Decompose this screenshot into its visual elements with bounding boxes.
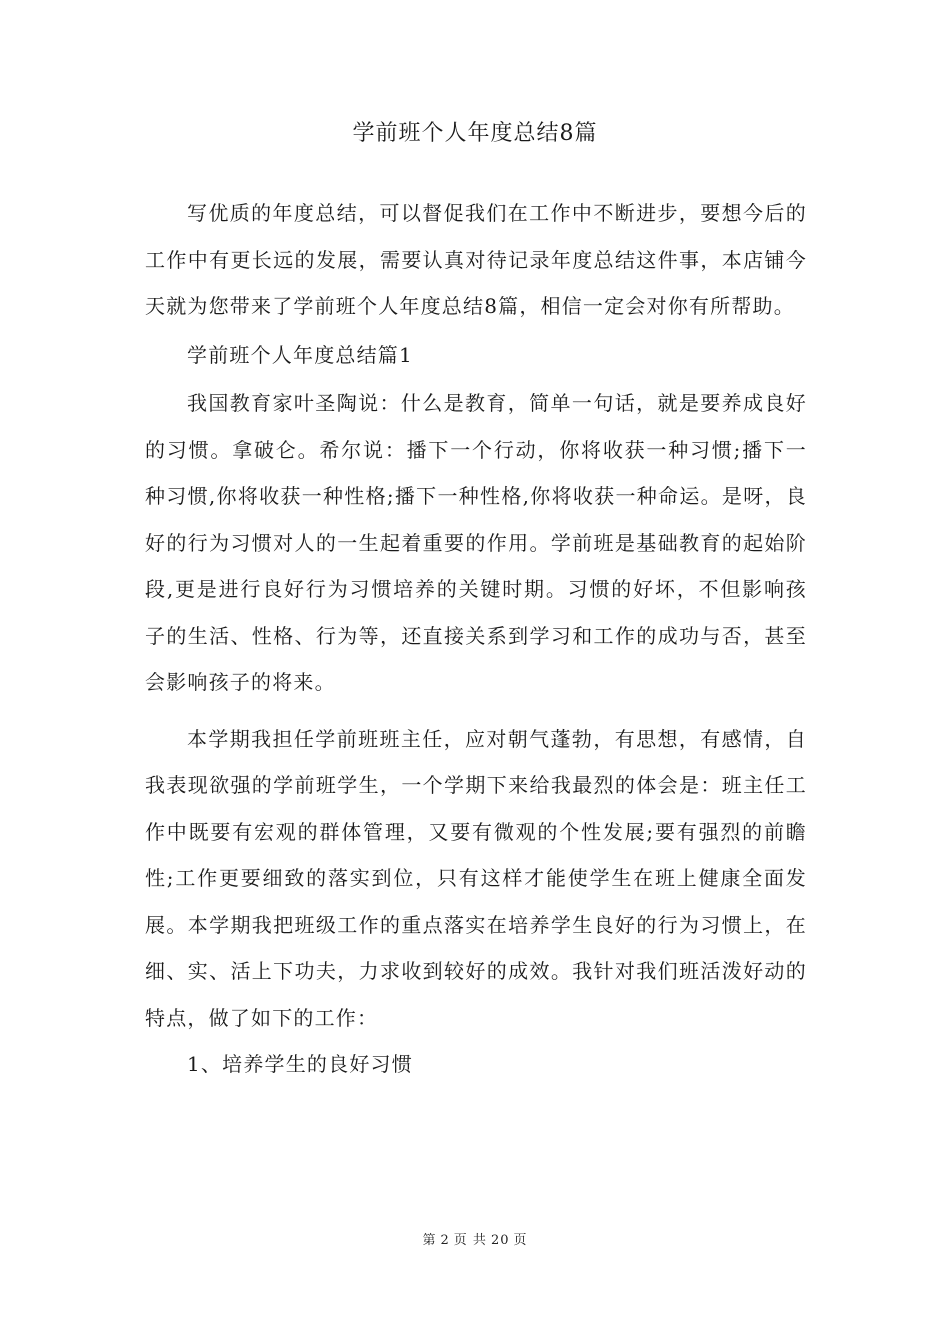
footer-suffix: 页 bbox=[513, 1233, 528, 1248]
current-page-number: 2 bbox=[440, 1233, 450, 1248]
document-body bbox=[145, 190, 807, 1088]
list-item-heading: 1、培养学生的良好习惯 bbox=[187, 1052, 413, 1076]
body-paragraph: 我国教育家叶圣陶说：什么是教育，简单一句话，就是要养成良好的习惯。拿破仑。希尔说：播下一个行动，你将收获一种习惯;播下一种习惯,你将收获一种性格;播下一种性格,你将收获一种命运。是呀，良好的行为习惯对人的一生起着重要的作用。学前班是基础教育的起始阶段,更是进行良好行为习惯培养的关键时期。习惯的好坏，不但影响孩子的生活、性格、行为等，还直接关系到学习和工作的成功与否，甚至会影响孩子的将来。 bbox=[145, 391, 807, 694]
total-pages-number: 20 bbox=[490, 1233, 510, 1248]
section-heading: 学前班个人年度总结篇1 bbox=[187, 342, 413, 367]
footer-middle: 页 共 bbox=[453, 1233, 487, 1248]
page-footer bbox=[0, 1232, 950, 1250]
footer-prefix: 第 bbox=[422, 1233, 437, 1248]
body-paragraph: 本学期我担任学前班班主任，应对朝气蓬勃，有思想，有感情，自我表现欲强的学前班学生，一个学期下来给我最烈的体会是：班主任工作中既要有宏观的群体管理，又要有微观的个性发展;要有强烈的前瞻性;工作更要细致的落实到位，只有这样才能使学生在班上健康全面发展。本学期我把班级工作的重点落实在培养学生良好的行为习惯上，在细、实、活上下功夫，力求收到较好的成效。我针对我们班活泼好动的特点，做了如下的工作： bbox=[145, 726, 807, 1030]
intro-paragraph: 写优质的年度总结，可以督促我们在工作中不断进步，要想今后的工作中有更长远的发展，需要认真对待记录年度总结这件事，本店铺今天就为您带来了学前班个人年度总结8篇，相信一定会对你有所帮助。 bbox=[145, 201, 807, 318]
document-title: 学前班个人年度总结8篇 bbox=[352, 121, 598, 146]
